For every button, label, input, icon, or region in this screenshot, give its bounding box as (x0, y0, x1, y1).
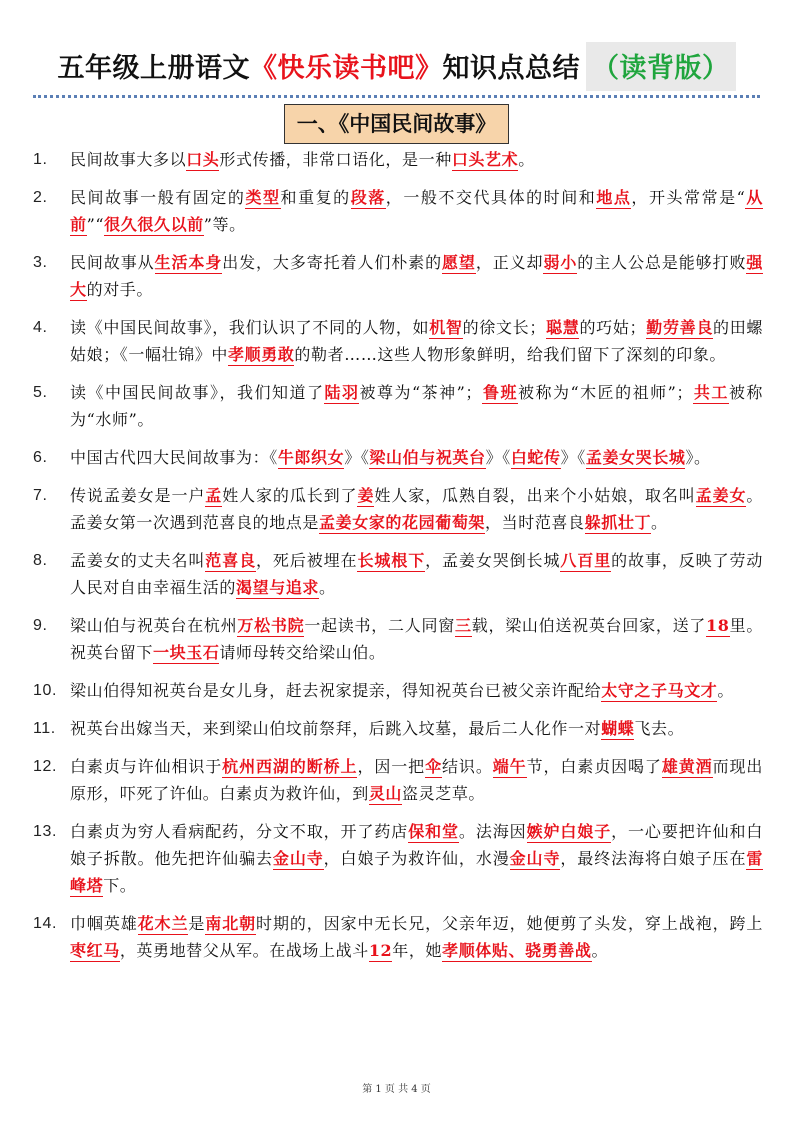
item-text (70, 910, 763, 964)
list-item (33, 249, 763, 303)
section-header-wrap (0, 104, 793, 144)
keyword-highlight: 白蛇传 (510, 448, 561, 467)
item-text-segment: 形式传播，非常口语化，是一种 (219, 150, 452, 169)
item-text-segment: 飞去。 (634, 719, 685, 738)
title-rest: 知识点总结 (442, 52, 580, 84)
keyword-highlight: 孟姜女哭长城 (585, 448, 686, 467)
item-text-segment: 。孟姜女第一次遇到范喜良的地点是 (70, 486, 764, 532)
item-number: 9. (33, 617, 48, 634)
list-item (33, 753, 763, 807)
item-text-segment: 节，白素贞因喝了 (526, 757, 662, 776)
knowledge-list (33, 146, 763, 975)
list-item (33, 910, 763, 964)
item-text (70, 444, 763, 471)
item-text-segment: 的巧姑； (579, 318, 647, 337)
title-highlight: 《快乐读书吧》 (250, 52, 443, 84)
item-text-segment: 被尊为“茶神”； (359, 383, 483, 402)
item-text (70, 379, 763, 433)
item-text-segment: 。 (319, 578, 336, 597)
keyword-highlight: 陆羽 (324, 383, 360, 402)
keyword-highlight: 孝顺体贴、骁勇善战 (442, 941, 592, 960)
item-text-segment: 。 (651, 513, 668, 532)
keyword-highlight: 保和堂 (408, 822, 459, 841)
keyword-highlight: 梁山伯与祝英台 (369, 448, 486, 467)
item-text-segment: 传说孟姜女是一户 (70, 486, 206, 505)
keyword-highlight: 三 (454, 616, 472, 635)
keyword-highlight: 从前 (70, 188, 763, 234)
item-text-segment: ”等。 (203, 215, 246, 234)
list-item (33, 314, 763, 368)
item-text (70, 612, 763, 666)
keyword-highlight: 孟姜女家的花园葡萄架 (319, 513, 486, 532)
keyword-highlight: 渴望与追求 (236, 578, 320, 597)
keyword-highlight: 共工 (693, 383, 729, 402)
item-text-segment: 和重复的 (280, 188, 351, 207)
keyword-highlight: 地点 (596, 188, 632, 207)
item-text-segment: ，当时范喜良 (485, 513, 585, 532)
item-text (70, 314, 763, 368)
item-text-segment: 而现出原形，吓死了许仙。白素贞为救许仙，到 (70, 757, 763, 803)
item-text-segment: 白素贞与许仙相识于 (70, 757, 223, 776)
item-text-segment: 的对手。 (86, 280, 154, 299)
item-text-segment: 出发，大多寄托着人们朴素的 (222, 253, 442, 272)
keyword-highlight: 范喜良 (205, 551, 257, 570)
item-text (70, 715, 763, 742)
list-item (33, 444, 763, 471)
item-text-segment: 里。祝英台留下 (70, 616, 763, 662)
item-text-segment: 梁山伯得知祝英台是女儿身，赶去祝家提亲，得知祝英台已被父亲许配给 (70, 681, 602, 700)
item-text (70, 547, 763, 601)
keyword-highlight: 嫉妒白娘子 (526, 822, 612, 841)
keyword-highlight: 类型 (245, 188, 281, 207)
keyword-highlight: 花木兰 (137, 914, 189, 933)
item-text-segment: ，开头常常是“ (631, 188, 746, 207)
item-number: 10. (33, 682, 58, 699)
dotted-divider (33, 95, 760, 98)
keyword-highlight: 孟 (205, 486, 223, 505)
title-row (0, 38, 793, 94)
item-text-segment: 》。 (685, 448, 711, 467)
keyword-highlight: 一块玉石 (153, 643, 220, 662)
item-text-segment: 祝英台出嫁当天，来到梁山伯坟前祭拜，后跳入坟墓，最后二人化作一对 (70, 719, 602, 738)
item-text-segment: 读《中国民间故事》，我们认识了不同的人物，如 (70, 318, 430, 337)
item-text-segment: 巾帼英雄 (70, 914, 138, 933)
keyword-highlight: 孟姜女 (695, 486, 747, 505)
keyword-highlight: 18 (706, 616, 730, 635)
keyword-highlight: 聪慧 (545, 318, 580, 337)
keyword-highlight: 段落 (350, 188, 386, 207)
list-item (33, 547, 763, 601)
list-item (33, 818, 763, 899)
keyword-highlight: 端午 (492, 757, 527, 776)
keyword-highlight: 八百里 (560, 551, 612, 570)
title-tag: （读背版） (586, 42, 736, 91)
item-text-segment: 姓人家，瓜熟自裂，出来个小姑娘，取名叫 (374, 486, 696, 505)
item-text-segment: 》《 (344, 448, 370, 467)
item-text-segment: 时期的，因家中无长兄，父亲年迈，她便剪了头发，穿上战袍，跨上 (256, 914, 763, 933)
keyword-highlight: 弱小 (543, 253, 578, 272)
item-text (70, 146, 763, 173)
keyword-highlight: 杭州西湖的断桥上 (222, 757, 358, 776)
item-text-segment: 载，梁山伯送祝英台回家，送了 (471, 616, 707, 635)
item-text-segment: ，英勇地替父从军。在战场上战斗 (119, 941, 369, 960)
item-number: 3. (33, 254, 48, 271)
item-text-segment: 。 (518, 150, 535, 169)
list-item (33, 379, 763, 433)
item-text-segment: 的故事，反映了劳动人民对自由幸福生活的 (70, 551, 763, 597)
item-text-segment: 读《中国民间故事》，我们知道了 (70, 383, 325, 402)
keyword-highlight: 南北朝 (205, 914, 257, 933)
item-text-segment: 民间故事大多以 (70, 150, 187, 169)
item-text-segment: 盗灵芝草。 (402, 784, 486, 803)
item-text-segment: 孟姜女的丈夫名叫 (70, 551, 206, 570)
list-item (33, 184, 763, 238)
list-item (33, 146, 763, 173)
item-text-segment: 是 (188, 914, 206, 933)
item-text-segment: ，最终法海将白娘子压在 (560, 849, 747, 868)
item-text-segment: 。法海因 (458, 822, 527, 841)
keyword-highlight: 口头 (186, 150, 220, 169)
item-number: 14. (33, 915, 58, 932)
keyword-highlight: 太守之子马文才 (601, 681, 718, 700)
page-footer: 第 1 页 共 4 页 (362, 1084, 431, 1095)
keyword-highlight: 强大 (70, 253, 763, 299)
title-main: 五年级上册语文 (57, 52, 250, 84)
keyword-highlight: 灵山 (368, 784, 403, 803)
item-text-segment: ，正义却 (475, 253, 544, 272)
item-text-segment: 被称为“水师”。 (70, 383, 764, 429)
section-header: 一、《中国民间故事》 (284, 104, 510, 144)
keyword-highlight: 生活本身 (154, 253, 223, 272)
item-number: 8. (33, 552, 48, 569)
keyword-highlight: 金山寺 (509, 849, 561, 868)
item-text-segment: 姓人家的瓜长到了 (222, 486, 358, 505)
keyword-highlight: 雄黄酒 (661, 757, 713, 776)
item-text (70, 184, 763, 238)
item-text-segment: 梁山伯与祝英台在杭州 (70, 616, 238, 635)
list-item (33, 612, 763, 666)
item-text-segment: ，一心要把许仙和白娘子拆散。他先把许仙骗去 (70, 822, 763, 868)
item-text-segment: 的田螺姑娘；《一幅壮锦》中 (70, 318, 763, 364)
item-text-segment: 中国古代四大民间故事为：《 (70, 448, 278, 467)
item-number: 2. (33, 189, 48, 206)
item-text-segment: 的主人公总是能够打败 (577, 253, 747, 272)
item-text-segment: ”“ (86, 215, 105, 234)
item-text-segment: ，一般不交代具体的时间和 (385, 188, 597, 207)
item-text (70, 249, 763, 303)
item-number: 7. (33, 487, 48, 504)
item-text-segment: ，白娘子为救许仙，水漫 (323, 849, 510, 868)
item-number: 6. (33, 449, 48, 466)
keyword-highlight: 勤劳善良 (646, 318, 714, 337)
item-text-segment: ，孟姜女哭倒长城 (425, 551, 561, 570)
list-item (33, 715, 763, 742)
item-text-segment: 请师母转交给梁山伯。 (219, 643, 386, 662)
keyword-highlight: 机智 (429, 318, 463, 337)
item-text-segment: 。 (717, 681, 735, 700)
item-text-segment: 被称为“木匠的祖师”； (517, 383, 693, 402)
page-title (58, 42, 736, 91)
keyword-highlight: 牛郎织女 (277, 448, 345, 467)
keyword-highlight: 雷峰塔 (70, 849, 763, 895)
item-text-segment: 下。 (103, 876, 137, 895)
keyword-highlight: 金山寺 (272, 849, 324, 868)
item-text (70, 482, 763, 536)
keyword-highlight: 躲抓壮丁 (584, 513, 652, 532)
item-text-segment: 》《 (485, 448, 511, 467)
item-text (70, 818, 763, 899)
item-text-segment: 民间故事一般有固定的 (70, 188, 246, 207)
item-text-segment: 》《 (560, 448, 586, 467)
item-text-segment: 一起读书，二人同窗 (304, 616, 455, 635)
keyword-highlight: 口头艺术 (451, 150, 519, 169)
keyword-highlight: 枣红马 (70, 941, 120, 960)
item-text-segment: ，死后被埋在 (256, 551, 358, 570)
item-number: 13. (33, 823, 58, 840)
item-text-segment: 。 (591, 941, 609, 960)
item-number: 12. (33, 758, 58, 775)
list-item (33, 677, 763, 704)
item-text-segment: 民间故事从 (70, 253, 155, 272)
keyword-highlight: 蝴蝶 (601, 719, 635, 738)
item-text-segment: 的徐文长； (462, 318, 546, 337)
item-text-segment: 年，她 (392, 941, 443, 960)
keyword-highlight: 愿望 (442, 253, 476, 272)
keyword-highlight: 伞 (425, 757, 442, 776)
list-item (33, 482, 763, 536)
item-text-segment: 白素贞为穷人看病配药，分文不取，开了药店 (70, 822, 409, 841)
item-text-segment: 的勒者……这些人物形象鲜明，给我们留下了深刻的印象。 (294, 345, 727, 364)
item-number: 4. (33, 319, 48, 336)
item-text-segment: ，因一把 (357, 757, 426, 776)
keyword-highlight: 鲁班 (482, 383, 518, 402)
item-text (70, 677, 763, 704)
keyword-highlight: 万松书院 (237, 616, 305, 635)
item-text-segment: 结识。 (442, 757, 493, 776)
keyword-highlight: 12 (368, 941, 393, 960)
keyword-highlight: 长城根下 (357, 551, 426, 570)
item-number: 5. (33, 384, 48, 401)
item-number: 1. (33, 151, 48, 168)
item-text (70, 753, 763, 807)
keyword-highlight: 孝顺勇敢 (228, 345, 295, 364)
item-number: 11. (33, 720, 56, 737)
keyword-highlight: 姜 (357, 486, 375, 505)
keyword-highlight: 很久很久以前 (104, 215, 204, 234)
